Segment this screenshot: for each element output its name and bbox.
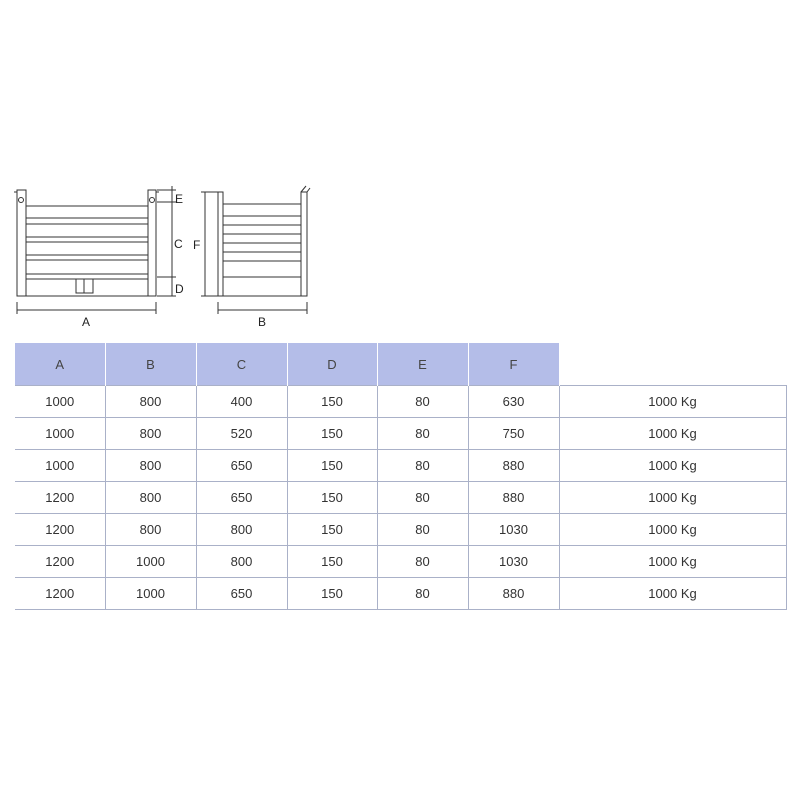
dimensions-table [15, 343, 787, 610]
dimension-label-c: C [174, 237, 183, 251]
cell-b: 800 [105, 482, 196, 514]
cell-c: 650 [196, 482, 287, 514]
cell-c: 400 [196, 386, 287, 418]
cell-c: 800 [196, 546, 287, 578]
cell-c: 650 [196, 578, 287, 610]
dimension-label-f: F [193, 238, 201, 252]
cell-a: 1200 [15, 546, 105, 578]
cell-e: 80 [377, 418, 468, 450]
cell-e: 80 [377, 514, 468, 546]
cell-capacity: 1000 Kg [559, 514, 786, 546]
cell-f: 880 [468, 482, 559, 514]
cell-f: 630 [468, 386, 559, 418]
side-right-post [301, 192, 307, 296]
cell-capacity: 1000 Kg [559, 450, 786, 482]
cell-a: 1200 [15, 514, 105, 546]
cell-d: 150 [287, 386, 377, 418]
cell-d: 150 [287, 418, 377, 450]
cell-capacity: 1000 Kg [559, 482, 786, 514]
cell-c: 650 [196, 450, 287, 482]
table-row [15, 386, 786, 418]
dimension-label-d: D [175, 282, 184, 296]
side-left-post [218, 192, 223, 296]
technical-drawing [0, 180, 330, 330]
cell-c: 800 [196, 514, 287, 546]
cell-b: 800 [105, 386, 196, 418]
cell-e: 80 [377, 386, 468, 418]
front-left-lifting-eye [19, 198, 24, 203]
cell-d: 150 [287, 546, 377, 578]
cell-c: 520 [196, 418, 287, 450]
cell-a: 1000 [15, 418, 105, 450]
cell-b: 1000 [105, 546, 196, 578]
front-right-post [148, 190, 156, 296]
side-panel-rib [223, 252, 301, 261]
cell-e: 80 [377, 578, 468, 610]
container-dimension-drawing [0, 180, 330, 330]
column-header-capacity [559, 343, 786, 386]
cell-a: 1000 [15, 386, 105, 418]
cell-capacity: 1000 Kg [559, 418, 786, 450]
column-header-a: A [15, 343, 105, 386]
dimension-label-b: B [258, 315, 267, 329]
cell-b: 800 [105, 514, 196, 546]
cell-capacity: 1000 Kg [559, 386, 786, 418]
cell-a: 1200 [15, 482, 105, 514]
side-panel-rib [223, 216, 301, 225]
front-panel-rib [26, 206, 148, 218]
cell-e: 80 [377, 482, 468, 514]
front-left-post [17, 190, 26, 296]
cell-f: 880 [468, 450, 559, 482]
column-header-e: E [377, 343, 468, 386]
cell-capacity: 1000 Kg [559, 578, 786, 610]
table-row [15, 578, 786, 610]
table-row [15, 482, 786, 514]
front-panel-rib [26, 242, 148, 255]
table-row [15, 418, 786, 450]
column-header-d: D [287, 343, 377, 386]
cell-capacity: 1000 Kg [559, 546, 786, 578]
cell-a: 1000 [15, 450, 105, 482]
cell-b: 1000 [105, 578, 196, 610]
cell-d: 150 [287, 578, 377, 610]
dimension-label-e: E [175, 192, 184, 206]
cell-d: 150 [287, 450, 377, 482]
column-header-f: F [468, 343, 559, 386]
cell-e: 80 [377, 546, 468, 578]
cell-f: 750 [468, 418, 559, 450]
table-row [15, 514, 786, 546]
cell-d: 150 [287, 482, 377, 514]
cell-a: 1200 [15, 578, 105, 610]
dimension-label-a: A [82, 315, 91, 329]
cell-f: 1030 [468, 546, 559, 578]
cell-b: 800 [105, 450, 196, 482]
side-panel-rib [223, 234, 301, 243]
front-right-lifting-eye [150, 198, 155, 203]
cell-e: 80 [377, 450, 468, 482]
table-row [15, 450, 786, 482]
table-header-row [15, 343, 786, 386]
cell-b: 800 [105, 418, 196, 450]
cell-f: 880 [468, 578, 559, 610]
column-header-c: C [196, 343, 287, 386]
front-panel-rib [26, 224, 148, 237]
table-row [15, 546, 786, 578]
front-panel-rib [26, 260, 148, 274]
cell-f: 1030 [468, 514, 559, 546]
column-header-b: B [105, 343, 196, 386]
cell-d: 150 [287, 514, 377, 546]
